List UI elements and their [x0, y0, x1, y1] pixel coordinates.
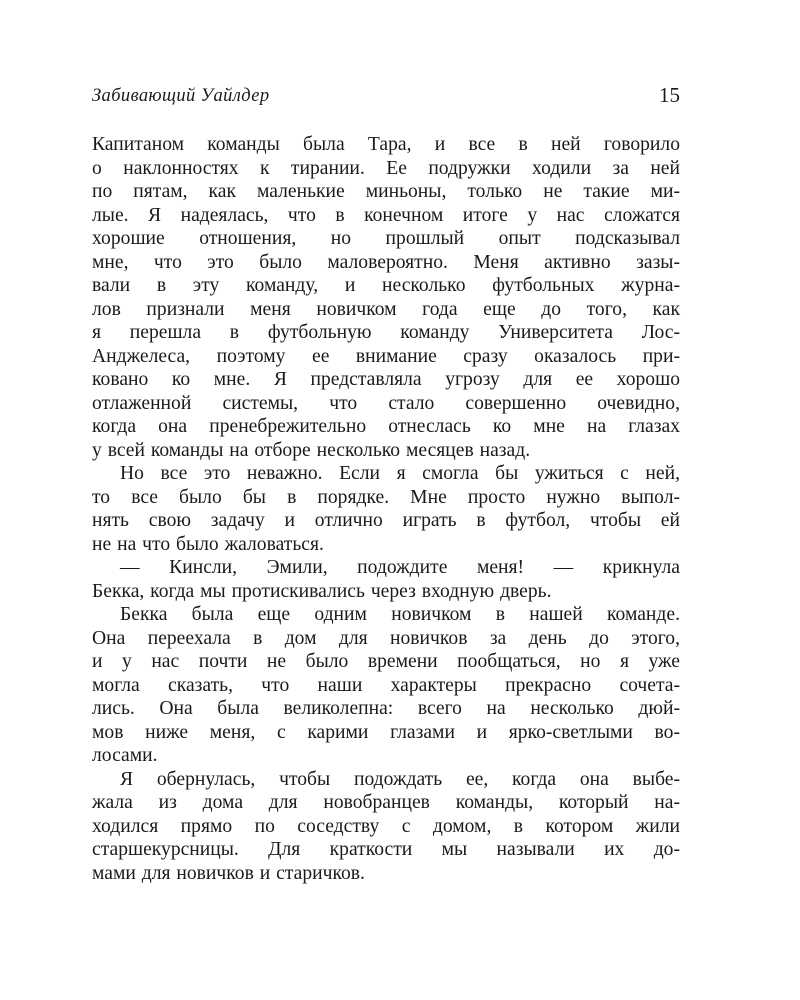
text-line: о наклонностях к тирании. Ее подружки ходили за ней [92, 157, 680, 179]
text-line: Но все это неважно. Если я смогла бы ужиться с ней, [120, 463, 680, 484]
text-line: нять свою задачу и отлично играть в футбол, чтобы ей [92, 510, 680, 531]
text-line: и у нас почти не было времени пообщаться, но я уже [92, 651, 680, 672]
page-number: 15 [659, 83, 680, 107]
running-title: Забивающий Уайлдер [92, 86, 270, 106]
text-line: то все было бы в порядке. Мне просто нужно выпол- [92, 486, 680, 508]
text-line: жала из дома для новобранцев команды, который на- [92, 792, 680, 813]
text-line: лов признали меня новичком года еще до того, как [92, 298, 680, 320]
running-header [92, 83, 680, 116]
text-line: Я обернулась, чтобы подождать ее, когда она выбе- [120, 768, 680, 790]
text-line: мов ниже меня, с карими глазами и ярко-светлыми во- [92, 721, 680, 743]
text-line: я перешла в футбольную команду Университета Лос- [92, 322, 680, 343]
text-line: могла сказать, что наши характеры прекрасно сочета- [92, 674, 680, 696]
text-line: хорошие отношения, но прошлый опыт подсказывал [92, 228, 680, 249]
text-line: когда она пренебрежительно отнеслась ко мне на глазах [92, 416, 680, 437]
body-text [92, 133, 680, 885]
text-line: мне, что это было маловероятно. Меня активно зазы- [92, 251, 680, 273]
text-line: ковано ко мне. Я представляла угрозу для ее хорошо [92, 369, 680, 390]
text-line: отлаженной системы, что стало совершенно очевидно, [92, 392, 680, 414]
text-line: мами для новичков и старичков. [92, 862, 365, 884]
text-line: вали в эту команду, и несколько футбольных журна- [92, 275, 680, 296]
text-line: — Кинсли, Эмили, подождите меня! — крикнула [120, 557, 680, 578]
text-line: у всей команды на отборе несколько месяцев назад. [92, 439, 531, 461]
text-line: Бекка, когда мы протискивались через входную дверь. [92, 580, 552, 602]
text-line: Бекка была еще одним новичком в нашей команде. [120, 604, 680, 625]
text-line: лые. Я надеялась, что в конечном итоге у нас сложатся [92, 204, 680, 226]
text-line: лись. Она была великолепна: всего на несколько дюй- [92, 698, 680, 719]
text-line: не на что было жаловаться. [92, 533, 324, 555]
text-line: лосами. [92, 745, 158, 766]
text-line: Она переехала в дом для новичков за день до этого, [92, 627, 680, 649]
text-line: по пятам, как маленькие миньоны, только не такие ми- [92, 181, 680, 202]
text-line: Капитаном команды была Тара, и все в ней говорило [92, 134, 680, 155]
text-line: Анджелеса, поэтому ее внимание сразу оказалось при- [92, 345, 680, 367]
text-line: старшекурсницы. Для краткости мы называли их до- [92, 839, 680, 860]
text-line: ходился прямо по соседству с домом, в котором жили [92, 815, 680, 837]
